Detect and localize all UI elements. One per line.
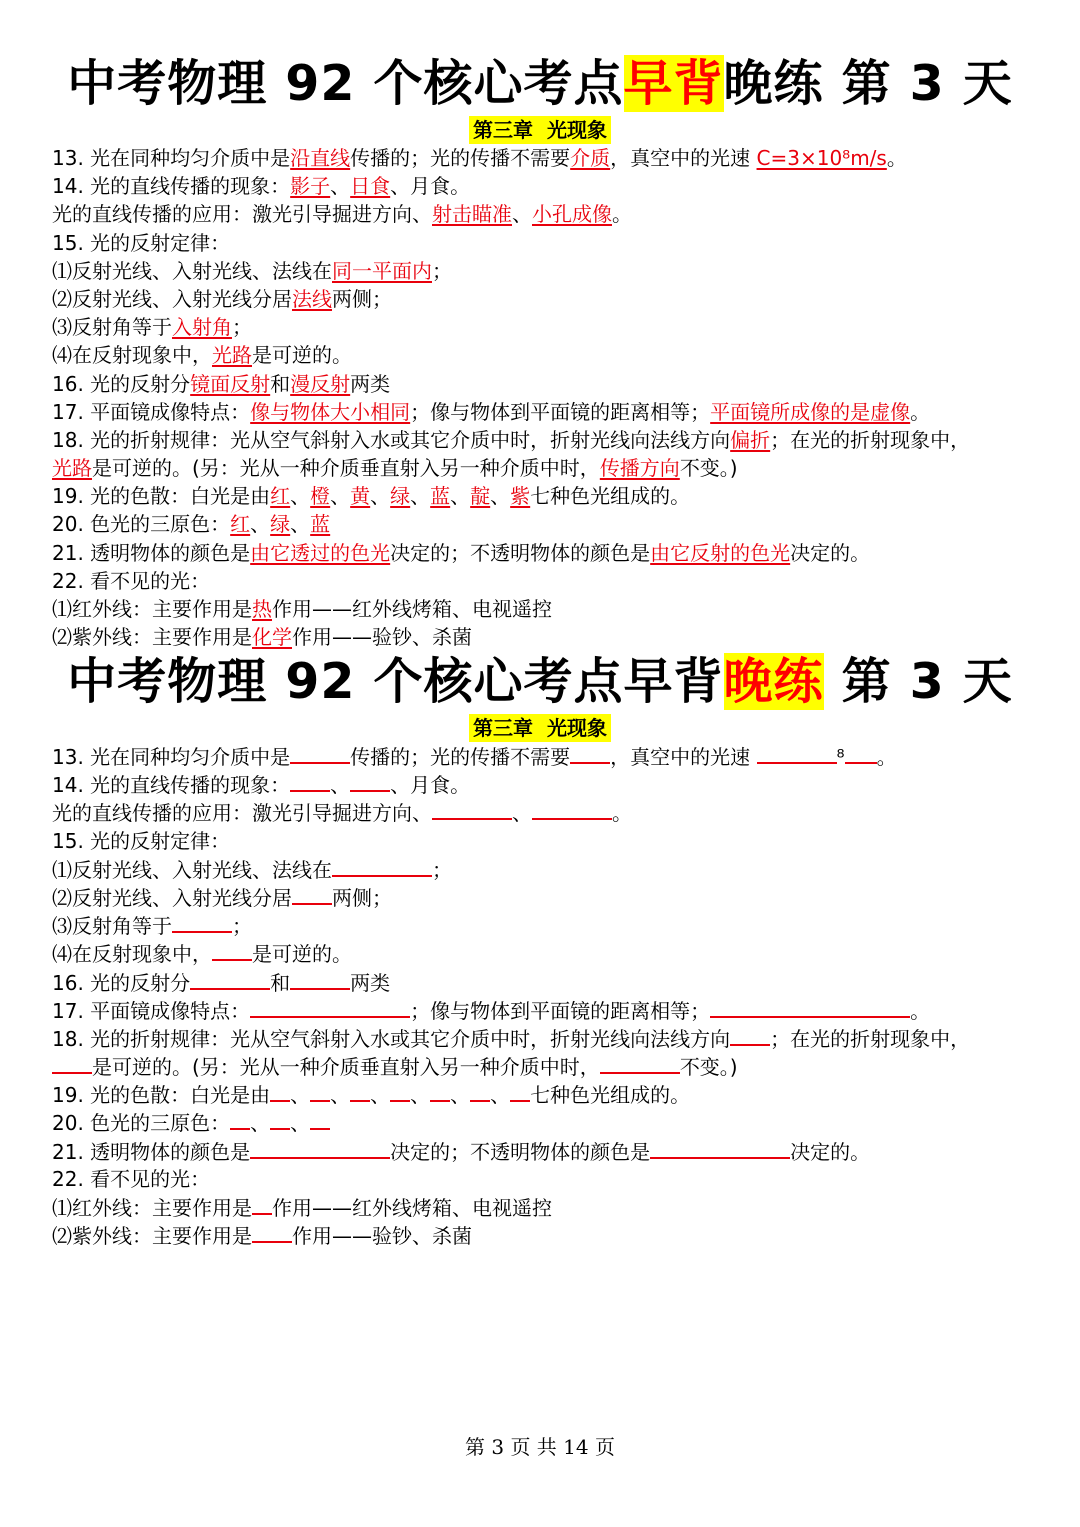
answer-blank[interactable]: [290, 770, 330, 792]
text-line: [52, 426, 1080, 454]
line-text: 18. 光的折射规律：光从空气斜射入水或其它介质中时，折射光线向法线方向: [52, 427, 731, 452]
line-text: ，真空中的光速: [610, 745, 757, 769]
line-text: 21. 透明物体的颜色是: [52, 1139, 251, 1164]
answer-blank[interactable]: [430, 1080, 450, 1102]
line-text: ⑵紫外线：主要作用是: [52, 1224, 252, 1249]
text-line: [52, 482, 1080, 510]
text-line: [52, 1165, 1080, 1193]
line-text: 、: [410, 1083, 431, 1108]
line-text: ；: [232, 315, 252, 340]
practice-section: [0, 650, 1080, 1249]
line-text: 、: [330, 484, 351, 509]
text-line: [52, 968, 1080, 996]
line-text: 光的直线传播的应用：激光引导掘进方向、: [52, 801, 432, 826]
line-text: 和: [270, 371, 291, 396]
line-text: 、: [410, 484, 431, 509]
text-line: [52, 313, 1080, 341]
text-line: [52, 595, 1080, 623]
answer-blank[interactable]: [730, 1024, 770, 1046]
line-text: ；像与物体到平面镜的距离相等；: [410, 998, 711, 1023]
text-line: [52, 623, 1080, 651]
answer-text: 由它反射的色光: [650, 540, 791, 565]
answer-blank[interactable]: [230, 1108, 250, 1130]
answer-text: 红: [230, 512, 251, 537]
title-highlight: 早背: [623, 55, 724, 112]
line-text: 、: [290, 1111, 311, 1136]
text-line: [52, 1221, 1080, 1249]
line-text: 光的直线传播的应用：激光引导掘进方向、: [52, 202, 432, 227]
answer-blank[interactable]: [310, 1080, 330, 1102]
answer-blank[interactable]: [290, 742, 350, 764]
blank-lines: [0, 742, 1080, 1249]
answer-blank[interactable]: [570, 742, 610, 764]
answer-text: 介质: [570, 146, 611, 170]
line-text: 决定的；不透明物体的颜色是: [390, 540, 651, 565]
answer-blank[interactable]: [252, 1193, 272, 1215]
line-text: 、: [512, 801, 532, 826]
answer-blank[interactable]: [532, 798, 612, 820]
line-text: ⑴反射光线、入射光线、法线在: [52, 857, 332, 882]
line-text: 决定的。: [790, 540, 871, 565]
page-footer: 第 3 页 共 14 页: [465, 1435, 615, 1459]
line-text: 、月食。: [390, 773, 471, 798]
line-text: 和: [270, 970, 291, 995]
line-text: ⑴反射光线、入射光线、法线在: [52, 258, 332, 283]
line-text: 作用——红外线烤箱、电视遥控: [272, 597, 552, 621]
line-text: 两类: [350, 970, 391, 995]
answer-text: C=3×10⁸m/s: [756, 146, 887, 170]
line-text: ⑵紫外线：主要作用是: [52, 625, 252, 650]
answer-blank[interactable]: [470, 1080, 490, 1102]
line-text: ⑷在反射现象中，: [52, 343, 212, 368]
text-line: [52, 1193, 1080, 1221]
line-text: 20. 色光的三原色：: [52, 1111, 231, 1136]
line-text: 七种色光组成的。: [530, 1083, 691, 1108]
line-text: 作用——验钞、杀菌: [292, 625, 472, 650]
text-line: [52, 855, 1080, 883]
line-text: ⑷在反射现象中，: [52, 942, 212, 967]
line-text: ⁸: [836, 745, 845, 769]
answer-text: 沿直线: [290, 146, 351, 170]
answer-blank[interactable]: [600, 1052, 680, 1074]
line-text: 。: [910, 998, 931, 1023]
text-line: [52, 1137, 1080, 1165]
line-text: 、: [450, 1083, 471, 1108]
text-line: [52, 539, 1080, 567]
line-text: 20. 色光的三原色：: [52, 512, 231, 537]
text-line: [52, 285, 1080, 313]
text-line: [52, 370, 1080, 398]
text-line: [52, 798, 1080, 826]
answer-text: 入射角: [172, 315, 232, 340]
text-line: [52, 1052, 1080, 1080]
line-text: ⑵反射光线、入射光线分居: [52, 286, 292, 311]
answer-blank[interactable]: [250, 1137, 390, 1159]
line-text: ；像与物体到平面镜的距离相等；: [410, 399, 711, 424]
answer-blank[interactable]: [845, 742, 877, 764]
line-text: 15. 光的反射定律：: [52, 230, 231, 255]
answer-text: 绿: [270, 512, 291, 537]
line-text: 、: [370, 1083, 391, 1108]
line-text: 。: [612, 801, 632, 826]
answer-text: 绿: [390, 484, 411, 509]
answer-blank[interactable]: [250, 996, 410, 1018]
line-text: 两侧；: [332, 885, 392, 910]
line-text: 、: [290, 512, 311, 537]
line-text: 13. 光在同种均匀介质中是: [52, 146, 291, 170]
answer-text: 由它透过的色光: [250, 540, 391, 565]
answer-text: 偏折: [730, 427, 771, 452]
answer-text: 同一平面内: [332, 258, 432, 283]
line-text: 不变。): [679, 1055, 738, 1080]
text-line: [52, 1024, 1080, 1052]
line-text: 是可逆的。: [252, 343, 352, 368]
line-text: 21. 透明物体的颜色是: [52, 540, 251, 565]
answer-text: 镜面反射: [190, 371, 271, 396]
line-text: 。: [876, 745, 897, 769]
line-text: 、: [490, 484, 511, 509]
answer-blank[interactable]: [510, 1080, 530, 1102]
line-text: ；: [232, 914, 252, 939]
line-text: ⑶反射角等于: [52, 315, 172, 340]
line-text: ；在光的折射现象中，: [770, 1026, 971, 1051]
text-line: [52, 257, 1080, 285]
page-title: [0, 650, 1080, 714]
answer-text: 漫反射: [290, 371, 351, 396]
text-line: [52, 510, 1080, 538]
text-line: [52, 770, 1080, 798]
line-text: 是可逆的。: [252, 942, 352, 967]
text-line: [52, 229, 1080, 257]
line-text: ；: [432, 857, 452, 882]
text-line: [52, 883, 1080, 911]
chapter-heading: 第三章 光现象: [469, 116, 611, 144]
line-text: 不变。): [679, 456, 738, 481]
line-text: 。: [910, 399, 931, 424]
line-text: 七种色光组成的。: [530, 484, 691, 509]
text-line: [52, 911, 1080, 939]
answer-text: 化学: [252, 625, 292, 650]
line-text: 。: [886, 146, 907, 170]
answer-text: 法线: [292, 286, 332, 311]
answer-blank[interactable]: [310, 1108, 330, 1130]
answer-text: 日食: [350, 174, 391, 199]
line-text: 作用——红外线烤箱、电视遥控: [272, 1196, 552, 1220]
answer-blank[interactable]: [212, 939, 252, 961]
line-text: 14. 光的直线传播的现象：: [52, 174, 291, 199]
answer-blank[interactable]: [350, 770, 390, 792]
line-text: ⑶反射角等于: [52, 914, 172, 939]
line-text: 、: [250, 1111, 271, 1136]
text-line: [52, 996, 1080, 1024]
line-text: 22. 看不见的光：: [52, 1166, 211, 1191]
answer-blank[interactable]: [432, 798, 512, 820]
line-text: 传播的；光的传播不需要: [350, 745, 571, 769]
line-text: 、月食。: [390, 174, 471, 199]
text-line: [52, 939, 1080, 967]
answer-text: 光路: [52, 456, 92, 481]
text-line: [52, 341, 1080, 369]
text-line: [52, 567, 1080, 595]
line-text: 、: [330, 773, 351, 798]
line-text: ⑴红外线：主要作用是: [52, 1196, 252, 1220]
line-text: ；: [432, 258, 452, 283]
line-text: 、: [450, 484, 471, 509]
answer-text: 影子: [290, 174, 331, 199]
answer-text: 射击瞄准: [432, 202, 512, 227]
line-text: 两侧；: [332, 286, 392, 311]
answer-blank[interactable]: [290, 968, 350, 990]
line-text: 、: [250, 512, 271, 537]
chapter-heading: 第三章 光现象: [469, 714, 611, 742]
line-text: 18. 光的折射规律：光从空气斜射入水或其它介质中时，折射光线向法线方向: [52, 1026, 731, 1051]
line-text: ，真空中的光速: [610, 146, 757, 170]
line-text: 、: [512, 202, 532, 227]
answer-text: 蓝: [310, 512, 331, 537]
text-line: [52, 200, 1080, 228]
line-text: 是可逆的。(另：光从一种介质垂直射入另一种介质中时，: [92, 1055, 600, 1080]
line-text: 。: [612, 202, 632, 227]
line-text: 14. 光的直线传播的现象：: [52, 773, 291, 798]
line-text: ⑴红外线：主要作用是: [52, 597, 252, 621]
answer-text: 平面镜所成像的是虚像: [710, 399, 911, 424]
answer-blank[interactable]: [252, 1221, 292, 1243]
answer-text: 红: [270, 484, 291, 509]
text-line: [52, 827, 1080, 855]
line-text: 决定的；不透明物体的颜色是: [390, 1139, 651, 1164]
text-line: [52, 454, 1080, 482]
title-suffix: 第 3 天: [823, 653, 1013, 710]
title-prefix: 中考物理 92 个核心考点早背: [67, 653, 724, 710]
line-text: ⑵反射光线、入射光线分居: [52, 885, 292, 910]
answer-text: 蓝: [430, 484, 451, 509]
line-text: 13. 光在同种均匀介质中是: [52, 745, 291, 769]
text-line: [52, 1080, 1080, 1108]
page-title: [0, 52, 1080, 116]
line-text: 、: [330, 174, 351, 199]
title-highlight: 晚练: [723, 653, 824, 710]
line-text: 19. 光的色散：白光是由: [52, 484, 271, 509]
answer-blank[interactable]: [390, 1080, 410, 1102]
text-line: [52, 144, 1080, 172]
line-text: 、: [370, 484, 391, 509]
answer-text: 小孔成像: [532, 202, 612, 227]
line-text: 17. 平面镜成像特点：: [52, 399, 251, 424]
line-text: 作用——验钞、杀菌: [292, 1224, 472, 1249]
line-text: 16. 光的反射分: [52, 371, 191, 396]
answer-text: 紫: [510, 484, 531, 509]
answer-blank[interactable]: [172, 911, 232, 933]
answer-text: 热: [252, 597, 272, 621]
answer-text: 光路: [212, 343, 252, 368]
line-text: 17. 平面镜成像特点：: [52, 998, 251, 1023]
answer-blank[interactable]: [270, 1108, 290, 1130]
answer-blank[interactable]: [350, 1080, 370, 1102]
answer-text: 黄: [350, 484, 371, 509]
answer-lines: [0, 144, 1080, 651]
title-suffix: 晚练 第 3 天: [723, 55, 1013, 112]
answer-blank[interactable]: [650, 1137, 790, 1159]
text-line: [52, 172, 1080, 200]
answer-blank[interactable]: [270, 1080, 290, 1102]
answer-blank[interactable]: [52, 1052, 92, 1074]
line-text: 16. 光的反射分: [52, 970, 191, 995]
answer-text: 传播方向: [599, 456, 680, 481]
line-text: 、: [330, 1083, 351, 1108]
line-text: 传播的；光的传播不需要: [350, 146, 571, 170]
line-text: 15. 光的反射定律：: [52, 828, 231, 853]
line-text: 22. 看不见的光：: [52, 568, 211, 593]
line-text: ；在光的折射现象中，: [770, 427, 971, 452]
answer-text: 靛: [470, 484, 491, 509]
line-text: 是可逆的。(另：光从一种介质垂直射入另一种介质中时，: [92, 456, 600, 481]
line-text: 、: [290, 1083, 311, 1108]
answer-blank[interactable]: [710, 996, 910, 1018]
line-text: 决定的。: [790, 1139, 871, 1164]
text-line: [52, 1108, 1080, 1136]
text-line: [52, 398, 1080, 426]
text-line: [52, 742, 1080, 770]
answer-blank[interactable]: [292, 883, 332, 905]
answer-blank[interactable]: [757, 742, 837, 764]
line-text: 、: [290, 484, 311, 509]
answer-blank[interactable]: [190, 968, 270, 990]
answer-blank[interactable]: [332, 855, 432, 877]
line-text: 、: [490, 1083, 511, 1108]
line-text: 19. 光的色散：白光是由: [52, 1083, 271, 1108]
answer-text: 像与物体大小相同: [250, 399, 411, 424]
memorize-section: [0, 52, 1080, 651]
answer-text: 橙: [310, 484, 331, 509]
line-text: 两类: [350, 371, 391, 396]
title-prefix: 中考物理 92 个核心考点: [67, 55, 624, 112]
